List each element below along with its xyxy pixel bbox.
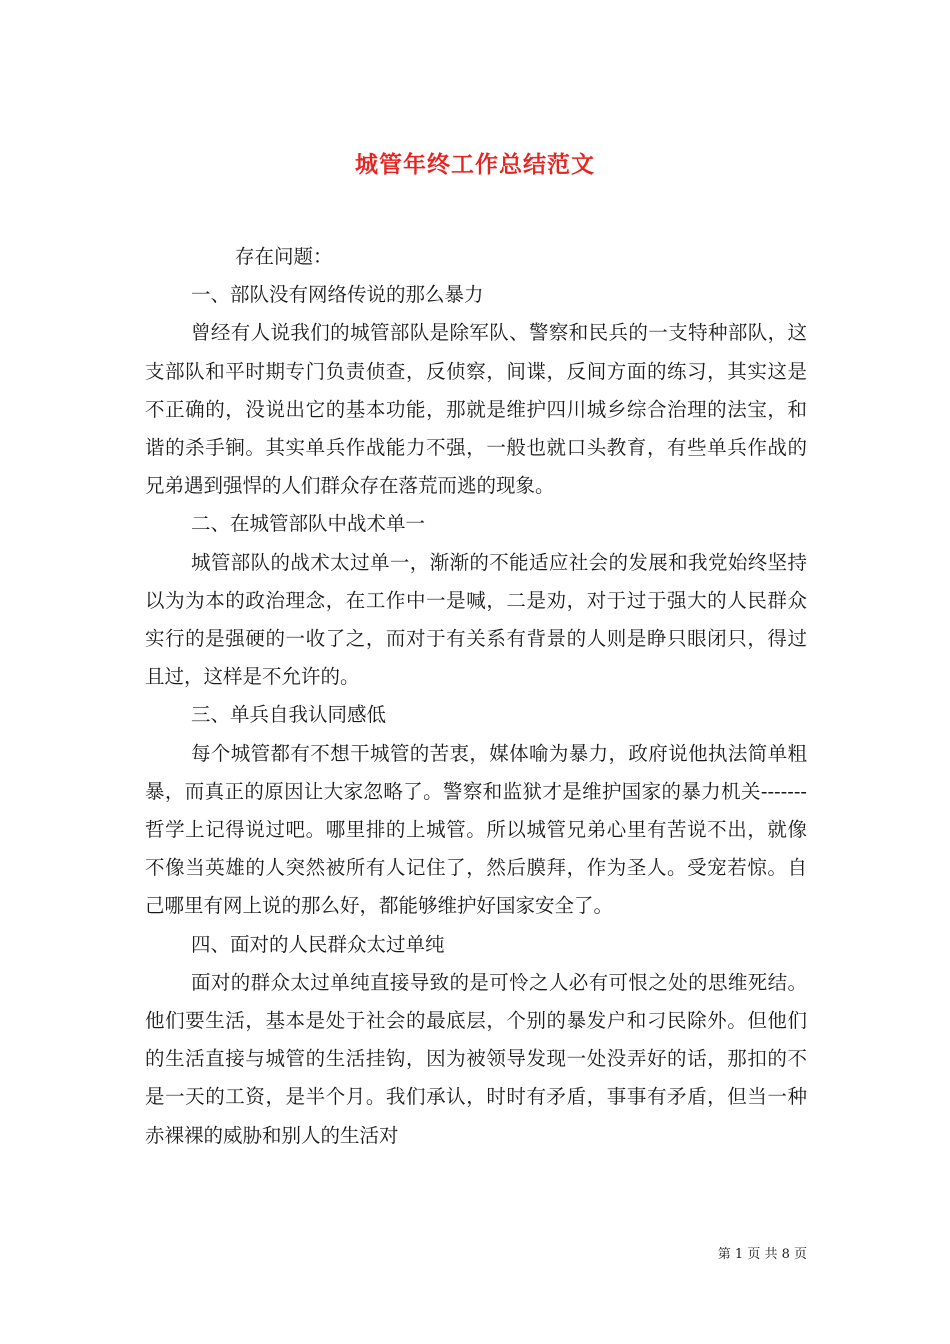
section-label: 存在问题： [235,245,333,268]
section-heading: 二、在城管部队中战术单一 [191,512,426,536]
body-paragraph: 城管部队的战术太过单一，渐渐的不能适应社会的发展和我党始终坚持以为为本的政治理念，在工作中一是喊，二是劝，对于过于强大的人民群众实行的是强硬的一收了之，而对于有关系有背景的人则是睁只眼闭只，得过且过，这样是不允许的。 [145,550,807,689]
section-heading: 三、单兵自我认同感低 [191,703,387,727]
section-heading: 一、部队没有网络传说的那么暴力 [191,283,484,307]
page-title: 城管年终工作总结范文 [355,151,595,179]
body-paragraph: 每个城管都有不想干城管的苦衷，媒体喻为暴力，政府说他执法简单粗暴，而真正的原因让大家忽略了。警察和监狱才是维护国家的暴力机关-------哲学上记得说过吧。哪里排的上城管。所以城管兄弟心里有苦说不出，就像不像当英雄的人突然被所有人记住了，然后膜拜，作为圣人。受宠若惊。自己哪里有网上说的那么好，都能够维护好国家安全了。 [145,741,807,918]
page-number: 第 1 页 共 8 页 [717,1247,807,1262]
body-paragraph: 面对的群众太过单纯直接导致的是可怜之人必有可恨之处的思维死结。他们要生活，基本是处于社会的最底层，个别的暴发户和刁民除外。但他们的生活直接与城管的生活挂钩，因为被领导发现一处没弄好的话，那扣的不是一天的工资，是半个月。我们承认，时时有矛盾，事事有矛盾，但当一种赤裸裸的威胁和别人的生活对 [145,970,807,1147]
section-heading: 四、面对的人民群众太过单纯 [191,932,445,956]
document-body [145,238,807,1155]
body-paragraph: 曾经有人说我们的城管部队是除军队、警察和民兵的一支特种部队，这支部队和平时期专门负责侦查，反侦察，间谍，反间方面的练习，其实这是不正确的，没说出它的基本功能，那就是维护四川城乡综合治理的法宝，和谐的杀手锏。其实单兵作战能力不强，一般也就口头教育，有些单兵作战的兄弟遇到强悍的人们群众存在落荒而逃的现象。 [145,321,807,498]
